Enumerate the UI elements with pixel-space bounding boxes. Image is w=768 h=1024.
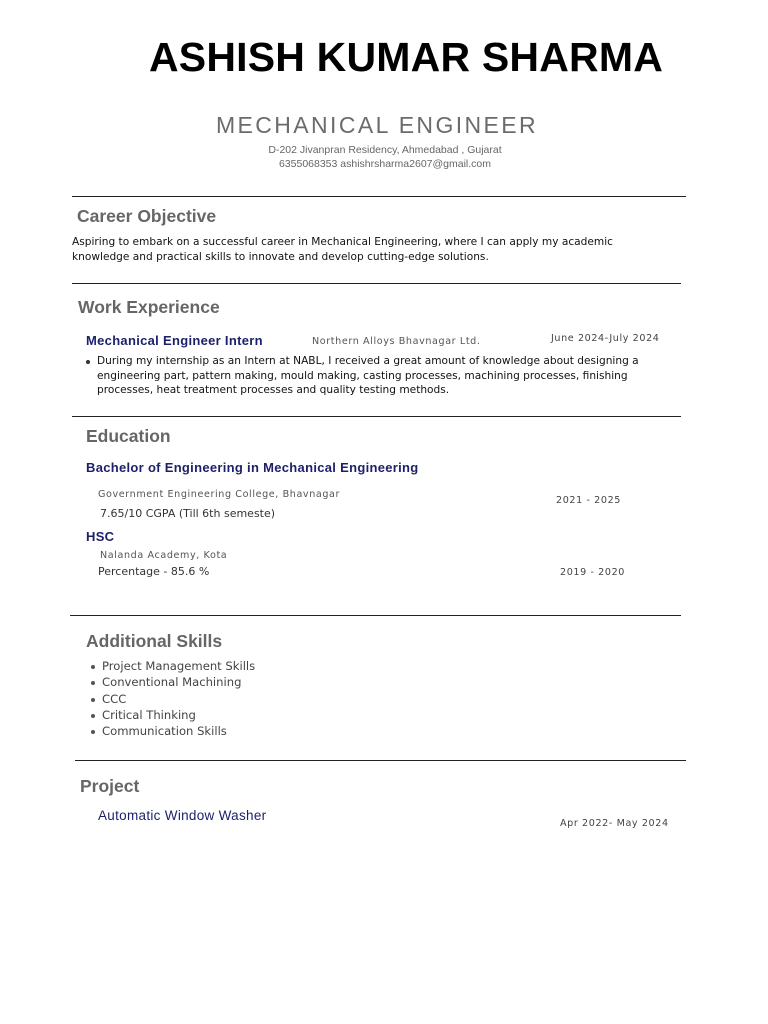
section-heading-objective: Career Objective <box>77 206 217 226</box>
divider <box>72 416 681 417</box>
candidate-name: ASHISH KUMAR SHARMA <box>148 34 664 80</box>
divider <box>70 615 681 616</box>
list-item: During my internship as an Intern at NABL, I received a great amount of knowledge about designing a engineering part, pattern making, mould making, casting processes, machining processes, finishing processes, heat treatment processes and quality testing methods. <box>84 354 674 398</box>
contact-line: 6355068353 ashishrsharma2607@gmail.com <box>278 158 492 170</box>
section-heading-education: Education <box>86 426 171 446</box>
school-institution: Nalanda Academy, Kota <box>100 550 228 561</box>
job-title: MECHANICAL ENGINEER <box>215 112 539 138</box>
skill-item: CCC <box>89 691 255 707</box>
degree-dates: 2021 - 2025 <box>556 495 621 506</box>
section-heading-project: Project <box>80 776 140 796</box>
skill-item: Conventional Machining <box>89 674 255 690</box>
divider <box>72 283 681 284</box>
experience-dates: June 2024-July 2024 <box>551 333 660 344</box>
school-score: Percentage - 85.6 % <box>98 565 210 578</box>
experience-company: Northern Alloys Bhavnagar Ltd. <box>312 336 481 347</box>
degree-score: 7.65/10 CGPA (Till 6th semeste) <box>100 507 276 520</box>
skills-list <box>89 658 255 739</box>
divider <box>75 760 686 761</box>
school-title: HSC <box>86 529 115 544</box>
objective-text: Aspiring to embark on a successful career in Mechanical Engineering, where I can apply my academic knowledge and practical skills to innovate and develop cutting-edge solutions. <box>72 236 613 263</box>
skill-item: Critical Thinking <box>89 707 255 723</box>
school-dates: 2019 - 2020 <box>560 567 625 578</box>
address-line: D-202 Jivanpran Residency, Ahmedabad , Gujarat <box>268 144 502 156</box>
degree-institution: Government Engineering College, Bhavnagar <box>98 489 341 500</box>
project-title: Automatic Window Washer <box>98 808 267 823</box>
section-heading-skills: Additional Skills <box>86 631 223 651</box>
section-heading-experience: Work Experience <box>78 297 220 317</box>
project-dates: Apr 2022- May 2024 <box>560 818 669 829</box>
skill-item: Project Management Skills <box>89 658 255 674</box>
skill-item: Communication Skills <box>89 723 255 739</box>
degree-title: Bachelor of Engineering in Mechanical Engineering <box>86 460 419 475</box>
experience-role: Mechanical Engineer Intern <box>86 333 263 348</box>
experience-bullets <box>84 354 674 398</box>
divider <box>72 196 686 197</box>
